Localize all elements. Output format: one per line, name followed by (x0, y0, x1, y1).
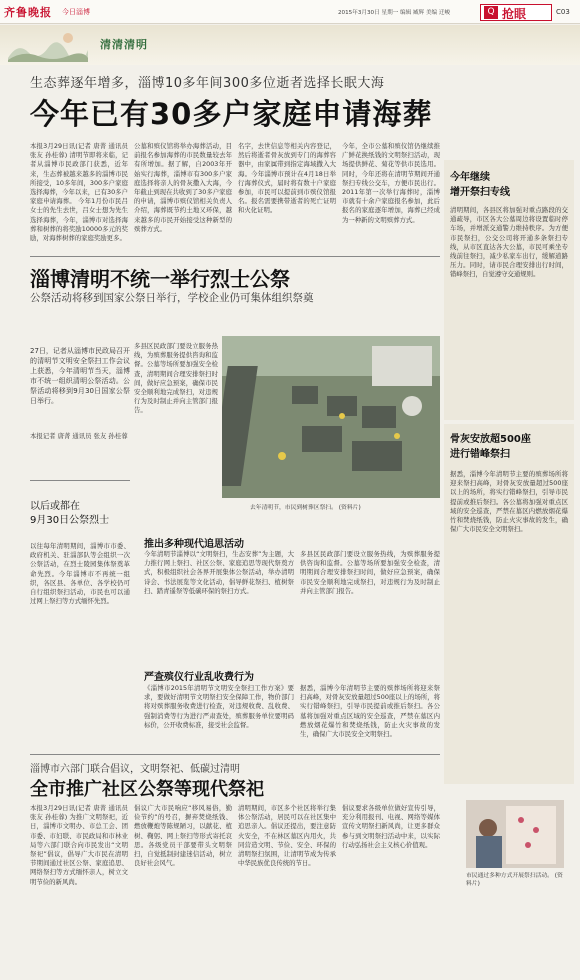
cemetery-photo-image (222, 336, 440, 498)
article3-column-2: 倡议广大市民响应“移风易俗，勤俭节约”的号召，摒弃焚烧纸钱、燃放鞭炮等陈规陋习，以献花、植树、鞠躬、网上祭扫等形式寄托哀思。各级党员干部要带头文明祭扫，自觉抵制封建迷信活动，树立良好社会风气。 (134, 804, 232, 868)
memorial-photo (466, 800, 564, 868)
divider (30, 256, 440, 257)
article3-column-4: 倡议要求各级单位做好宣传引导，充分利用报刊、电视、网络等媒体宣传文明祭扫新风尚，让更多群众参与到文明祭扫活动中来，以实际行动弘扬社会主义核心价值观。 (342, 804, 440, 849)
divider (30, 480, 130, 481)
article2-headline: 淄博清明不统一举行烈士公祭 (30, 267, 290, 291)
subhead-a-body-2: 多县区民政部门要设立服务热线，为殡葬服务提供咨询和监督。公墓等场所要加强安全检查，清明期间合理安排祭扫时间，做好应急预案，确保市民安全顺利地完成祭扫，对违规行为及时制止并向主管部门报告。 (300, 550, 440, 595)
cemetery-photo (222, 336, 440, 498)
dateline: 2015年3月30日 星期一 编辑 臧辉 美编 迁峻 (338, 10, 451, 16)
edition-name: 今日淄博 (62, 8, 90, 16)
landscape-decoration-icon (8, 30, 88, 62)
article1-column-1: 本报3月29日讯(记者 唐菁 通讯员 张友 孙桂蓉) 清明节即将来临，记者从淄博市民政部门获悉，近年来，生态葬被越来越多的淄博市民所接受，10多年间，300多户家庭选择海葬，今年以来，已有30多户家庭申请海葬。 今年1月份市民吕女士的先生去世，吕女士想为先生选择海葬，今年，淄博市对选择海葬和树葬的将奖励10000多元的奖励，对海葬树葬的家庭奖励更多。 (30, 142, 128, 243)
subhead-a-body: 今年清明节淄博以“文明祭扫，生态安葬”为主题，大力推行网上祭扫、社区公祭、家庭追思等现代祭奠方式，积极组织社会各界开展集体公祭活动，举办清明诗会、书法展览等文化活动，倡导鲜花祭扫、植树祭扫、踏青遥祭等低碳环保的祭扫方式。 (144, 550, 294, 595)
sidebar1-body: 清明期间，各县区将加强对重点路段的交通疏导，市区各大公墓周边将设置临时停车场，并增派交通警力维持秩序。为方便市民祭扫，公交公司将开通多条祭扫专线，从市区直达各大公墓，市民可乘坐专线前往祭扫，减少私家车出行，缓解道路压力。同时，请市民合理安排出行时间，错峰祭扫，自觉遵守交通规则。 (450, 206, 568, 279)
article3-column-3: 清明期间，市区多个社区将举行集体公祭活动，居民可以在社区集中追思亲人。倡议还提出，要注意防火安全，不在林区墓区内用火，共同营造文明、节俭、安全、环保的清明祭扫氛围，让清明节成为传承中华民族优良传统的节日。 (238, 804, 336, 868)
article2-subhead: 公祭活动将移到国家公祭日举行，学校企业仍可集体组织祭奠 (30, 292, 314, 304)
newspaper-logo: 齐鲁晚报 (4, 6, 52, 19)
subhead-modern-memorial: 推出多种现代追思活动 (144, 539, 244, 550)
photo-caption: 去年清明节，市民到树葬区祭扫。 (资料片) (250, 505, 361, 511)
article3-kicker: 淄博市六部门联合倡议，文明祭祀、低碳过清明 (30, 764, 240, 775)
article2-column-2: 多县区民政部门要设立服务热线，为殡葬服务提供咨询和监督。公墓等场所要加强安全检查，清明期间合理安排祭扫时间，做好应急预案，确保市民安全顺利地完成祭扫，对违规行为及时制止并向主管部门报告。 (134, 342, 218, 415)
page-number: C03 (556, 8, 570, 16)
photo2-caption: 市民通过多种方式开展祭扫活动。 (资料片) (466, 873, 563, 887)
article2-left-headline: 以后或都在 9月30日公祭烈士 (30, 501, 110, 526)
brand-title: 抢眼 (502, 7, 527, 21)
article1-column-4: 今年，全市公墓和殡仪馆仍继续推广鲜花换纸钱的文明祭扫活动，现场提供鲜花、菊花等供市民选用。同时，今年还将在清明节期间开通祭扫专线公交车，方便市民出行。2011年第一次举行海葬时，淄博市就有十余户家庭报名参加，此后报名的家庭逐年增加，海葬已经成为一种新的文明殡葬方式。 (342, 142, 440, 224)
section-title: 清清清明 (100, 38, 148, 51)
article2-left-body: 以往每年清明期间，淄博市市委、政府机关、驻淄部队等会组织一次公祭活动，在烈士陵园集体祭奠革命先烈。今年淄博市不再统一组织，各区县、各单位、各学校仍可自行组织祭扫活动，市民也可以通过网上祭扫等方式缅怀先烈。 (30, 542, 130, 606)
article1-headline: 今年已有30多户家庭申请海葬 (30, 97, 433, 131)
subhead-fee-inspection: 严查殡仪行业乱收费行为 (144, 672, 254, 683)
sidebar1-headline: 今年继续 增开祭扫专线 (450, 172, 510, 198)
memorial-photo-image (466, 800, 564, 868)
divider (30, 754, 440, 755)
article1-column-3: 名字，去世信息等相关内容登记，然后将逝者骨灰放到专门的海葬容器中，由家属带到指定海域撒入大海。今年淄博市预计在4月18日举行海葬仪式，届时将有数十户家庭参加，市民可以提前到市殡仪馆报名。报名需要携带逝者的死亡证明和火化证明。 (238, 142, 336, 215)
article3-column-1: 本报3月29日讯(记者 唐菁 通讯员 张友 孙桂蓉) 为推广文明祭祀，近日，淄博市文明办、市总工会、团市委、市妇联、市民政局和市林业局等六部门联合向市民发出“文明祭祀”倡议，倡导广大市民在清明节期间通过社区公祭、家庭追思、网络祭扫等方式缅怀亲人，树立文明节俭的新风尚。 (30, 804, 128, 886)
subhead-b-body-2: 据悉，淄博今年清明节主要的殡葬场所将迎来祭扫高峰，对骨灰安放量超过500座以上的场所，将实行错峰祭扫，引导市民提前或推后祭扫。各公墓将加强对重点区域的安全巡查，严禁在墓区内燃放烟花爆竹和焚烧纸钱，防止火灾事故的发生，确保广大市民安全文明祭扫。 (300, 684, 440, 739)
article1-column-2: 公墓和殡仪馆将举办海葬活动，目前报名参加海葬的市民数量较去年有所增加。据了解，自2003年开始实行海葬，淄博市有300多户家庭选择将亲人的骨灰撒入大海，今年截止到现在共收到了30多户家庭的申请，淄博市殡仪馆相关负责人介绍，海葬既节约土地又环保，越来越多的市民开始接受这种新型的殡葬方式。 (134, 142, 232, 233)
article2-byline: 本报记者 唐菁 通讯员 张友 孙桂蓉 (30, 432, 128, 440)
article1-kicker: 生态葬逐年增多，淄博10多年间300多位逝者选择长眠大海 (30, 76, 385, 91)
sidebar2-headline: 骨灰安放超500座 进行错峰祭扫 (450, 434, 531, 460)
article2-lead: 27日，记者从淄博市民政局召开的清明节文明安全祭扫工作会议上获悉，今年清明节当天，淄博市不统一组织清明公祭活动。公祭活动将移到9月30日国家公祭日举行。 (30, 347, 130, 405)
brand-icon: Q (484, 6, 498, 19)
subhead-b-body: 《淄博市2015年清明节文明安全祭扫工作方案》要求，要做好清明节文明祭扫安全保障工作，物价部门将对殡葬服务收费进行检查，对违规收费、乱收费、强制消费等行为进行严肃查处，殡葬服务单位要明码标价，公开收费标准，接受社会监督。 (144, 684, 294, 729)
article3-headline: 全市推广社区公祭等现代祭祀 (30, 779, 264, 800)
sidebar2-body: 据悉，淄博今年清明节主要的殡葬场所将迎来祭扫高峰，对骨灰安放量超过500座以上的场所，将实行错峰祭扫，引导市民提前或推后祭扫。各公墓将加强对重点区域的安全巡查，严禁在墓区内燃放烟花爆竹和焚烧纸钱，防止火灾事故的发生，确保广大市民安全文明祭扫。 (450, 470, 568, 534)
